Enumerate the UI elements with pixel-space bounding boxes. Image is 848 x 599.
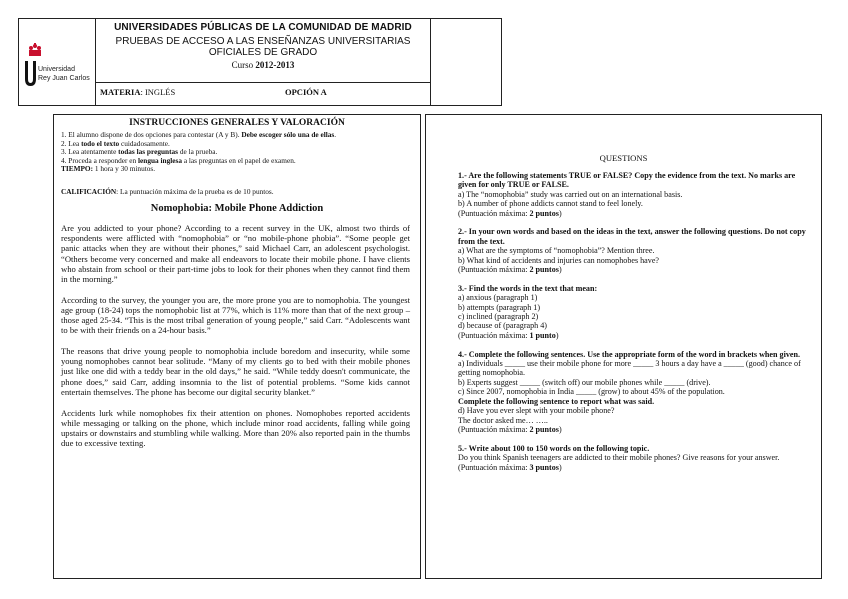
question-heading: 2.- In your own words and based on the ideas in the text, answer the following questions. Do not copy from the text. xyxy=(458,227,806,246)
university-title: UNIVERSIDADES PÚBLICAS DE LA COMUNIDAD DE MADRID xyxy=(114,22,412,33)
course-value: 2012-2013 xyxy=(255,60,295,70)
instruction-text: 2. Lea xyxy=(61,138,82,148)
article-paragraph: Are you addicted to your phone? According to a recent survey in the UK, almost two thirds of respondents were afflicted with “nomophobia” or “no mobile-phone phobia”. “Some people get panic attacks when they are without their phones,” said Michael Carr, an adolescent psychologist. “Others become very concerned and make all endeavors to locate their mobile phone. I have clients who abstain from school or their part-time jobs to look for their phones when they cannot find them in the morning.” xyxy=(61,223,410,285)
question-line: c) Since 2007, nomophobia in India _____ (grow) to about 45% of the population. xyxy=(458,387,725,397)
question-5 xyxy=(458,444,808,472)
score-tail: ) xyxy=(558,208,562,218)
question-line: a) Individuals _____ use their mobile phone for more _____ 3 hours a day have a _____ (good) chance of getting nomophobia. xyxy=(458,359,801,378)
instructions-title: INSTRUCCIONES GENERALES Y VALORACIÓN xyxy=(129,118,345,128)
question-line: b) What kind of accidents and injuries can nomophobes have? xyxy=(458,255,660,265)
score-value: 3 puntos xyxy=(529,462,559,472)
question-heading: 5.- Write about 100 to 150 words on the following topic. xyxy=(458,443,650,453)
header-divider xyxy=(96,82,430,83)
question-line: b) Experts suggest _____ (switch off) our mobile phones while _____ (drive). xyxy=(458,377,711,387)
question-subheading: Complete the following sentence to report what was said. xyxy=(458,396,655,406)
grading-value: : La puntuación máxima de la prueba es de 10 puntos. xyxy=(116,187,274,196)
question-score xyxy=(458,425,808,434)
instruction-bold: Debe escoger sólo una de ellas xyxy=(241,130,335,139)
subject-value: : INGLÉS xyxy=(140,87,176,97)
question-score xyxy=(458,463,808,472)
time-label: TIEMPO: xyxy=(61,164,94,174)
instruction-text: 1. El alumno dispone de dos opciones para contestar (A y B). xyxy=(61,130,242,139)
question-1 xyxy=(458,171,808,218)
question-line: a) The “nomophobia” study was carried out on an international basis. xyxy=(458,189,683,199)
logo-text xyxy=(38,65,90,83)
instruction-text: 3. Lea atentamente xyxy=(61,147,119,157)
score-tail: ) xyxy=(555,330,559,340)
score-value: 2 puntos xyxy=(529,208,559,218)
question-4 xyxy=(458,350,808,435)
score-value: 2 puntos xyxy=(529,424,559,434)
question-heading: 4.- Complete the following sentences. Use the appropriate form of the word in brackets when given. xyxy=(458,349,801,359)
instruction-tail: cuidadosamente. xyxy=(119,138,170,148)
logo-line2: Rey Juan Carlos xyxy=(38,75,90,82)
instruction-text: 4. Proceda a responder en xyxy=(61,155,138,165)
score-label: (Puntuación máxima: xyxy=(458,265,530,275)
question-2 xyxy=(458,227,808,274)
question-score xyxy=(458,331,808,340)
subject-label: MATERIA xyxy=(100,87,141,97)
logo-line1: Universidad xyxy=(38,66,75,73)
article-title: Nomophobia: Mobile Phone Addiction xyxy=(150,203,324,214)
score-label: (Puntuación máxima: xyxy=(458,462,530,472)
question-score xyxy=(458,209,808,218)
grading-note xyxy=(61,187,416,196)
score-tail: ) xyxy=(558,265,562,275)
exam-title xyxy=(96,36,430,58)
score-label: (Puntuación máxima: xyxy=(458,208,530,218)
instruction-bold: lengua inglesa xyxy=(138,155,182,165)
course-label: Curso xyxy=(231,60,256,70)
article-paragraph: According to the survey, the younger you are, the more prone you are to nomophobia. The youngest age group (18-24) tops the nomophobic list at 77%, which is 11% more than that of the next group – those aged 25-34. “This is the most tribal generation of young people,” said Carr. “Adolescents want to be with their friends on a 24-hour basis.” xyxy=(61,294,410,336)
exam-title-line1: PRUEBAS DE ACCESO A LAS ENSEÑANZAS UNIVERSITARIAS xyxy=(115,36,411,47)
question-heading: 3.- Find the words in the text that mean: xyxy=(458,283,598,293)
questions-title: QUESTIONS xyxy=(599,153,648,163)
course-year xyxy=(96,60,430,70)
question-line: b) A number of phone addicts cannot stand to feel lonely. xyxy=(458,199,643,209)
grading-label: CALIFICACIÓN xyxy=(61,187,117,196)
questions-list xyxy=(458,171,808,481)
question-line: b) attempts (paragraph 1) xyxy=(458,302,541,312)
question-line: c) inclined (paragraph 2) xyxy=(458,312,539,322)
instruction-tail: de la prueba. xyxy=(178,147,218,157)
subject xyxy=(100,87,175,97)
instructions-list xyxy=(61,131,416,174)
instruction-tail: . xyxy=(334,130,337,139)
score-value: 2 puntos xyxy=(529,265,559,275)
question-line: d) Have you ever slept with your mobile phone? xyxy=(458,406,615,416)
exam-title-line2: OFICIALES DE GRADO xyxy=(208,47,318,58)
question-line: Do you think Spanish teenagers are addicted to their mobile phones? Give reasons for your answer. xyxy=(458,453,780,463)
score-value: 1 punto xyxy=(529,330,556,340)
question-score xyxy=(458,265,808,274)
question-3 xyxy=(458,284,808,340)
instruction-bold: todo el texto xyxy=(81,138,120,148)
score-tail: ) xyxy=(558,462,562,472)
article-paragraph: The reasons that drive young people to nomophobia include boredom and insecurity, while some young nomophobes cannot bear solitude. “Many of my clients go to bed with their mobile phones just like one did with a teddy bear in the old days,” he said. “While teddy doesn't communicate, the phone does,” said Carr, adding insomnia to the list of potential problems. “Some kids cannot entertain themselves. The phone has become our digital security blanket.” xyxy=(61,346,410,397)
crown-icon xyxy=(28,43,42,59)
university-logo xyxy=(24,61,37,87)
score-tail: ) xyxy=(558,424,562,434)
option-label: OPCIÓN A xyxy=(285,87,327,97)
header-right-cell xyxy=(430,18,502,106)
instruction-tail: a las preguntas en el papel de examen. xyxy=(182,155,296,165)
question-heading: 1.- Are the following statements TRUE or FALSE? Copy the evidence from the text. No marks are given for only TRUE or FALSE. xyxy=(458,171,796,190)
score-label: (Puntuación máxima: xyxy=(458,424,530,434)
question-line: a) What are the symptoms of “nomophobia”? Mention three. xyxy=(458,246,655,256)
question-line: d) because of (paragraph 4) xyxy=(458,321,547,331)
instruction-bold: todas las preguntas xyxy=(118,147,179,157)
article-body xyxy=(61,223,410,459)
time-value: 1 hora y 30 minutos. xyxy=(93,164,156,174)
article-paragraph: Accidents lurk while nomophobes fix their attention on phones. Nomophobes reported accidents while messaging or talking on the phone, which include minor road accidents, falling while going upstairs or downstairs and stumbling while walking. More than 20% also reported pain in the thumbs due to excessive texting. xyxy=(61,407,410,449)
score-label: (Puntuación máxima: xyxy=(458,330,530,340)
time-limit xyxy=(61,165,416,174)
question-line: The doctor asked me… ….. xyxy=(458,415,548,425)
question-line: a) anxious (paragraph 1) xyxy=(458,293,538,303)
